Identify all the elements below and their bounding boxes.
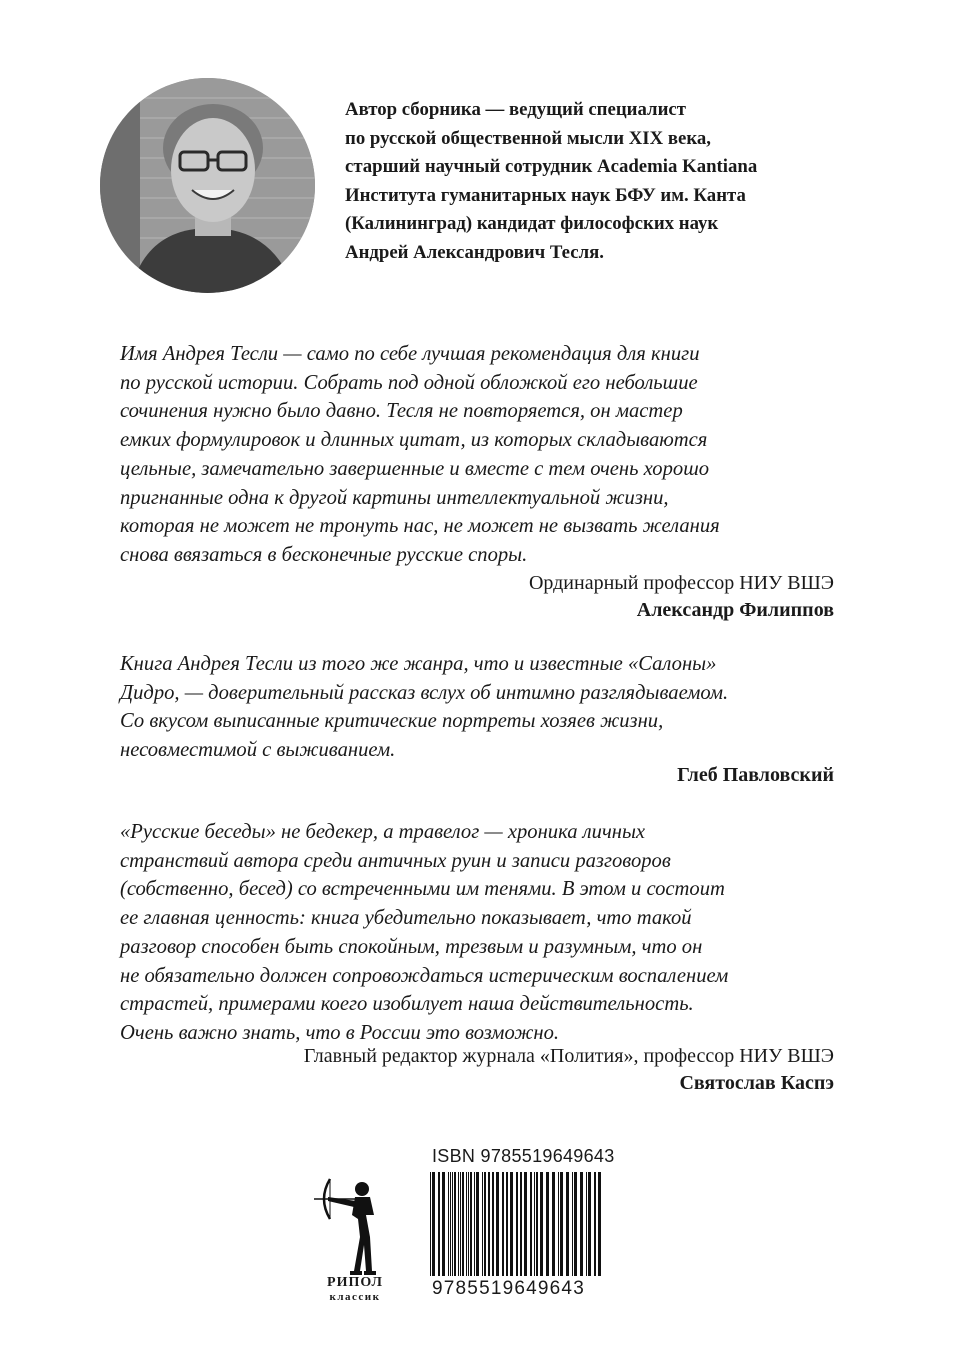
barcode-bar	[530, 1172, 532, 1276]
barcode-bar	[458, 1172, 459, 1276]
barcode-bar	[466, 1172, 467, 1276]
barcode-bar	[452, 1172, 453, 1276]
reviewer-role: Ординарный профессор НИУ ВШЭ	[528, 572, 834, 594]
quote-line: которая не может не тронуть нас, не может не вызвать желания	[120, 515, 720, 538]
author-bio-line: по русской общественной мысли XIX века,	[345, 127, 711, 149]
barcode-bar	[476, 1172, 479, 1276]
barcode-bar	[482, 1172, 483, 1276]
barcode-bar	[580, 1172, 583, 1276]
quote-line: Со вкусом выписанные критические портреты хозяев жизни,	[120, 710, 664, 733]
barcode-bar	[438, 1172, 440, 1276]
archer-logo-icon	[300, 1175, 410, 1280]
review-quote-kaspe	[120, 818, 840, 1048]
quote-line: цельные, замечательно завершенные и вместе с тем очень хорошо	[120, 457, 710, 480]
quote-line: пригнанные одна к другой картины интеллектуальной жизни,	[120, 486, 669, 509]
barcode-bar	[560, 1172, 563, 1276]
barcode-bar	[460, 1172, 461, 1276]
barcode-bar	[520, 1172, 522, 1276]
reviewer-name: Александр Филиппов	[636, 599, 834, 621]
review-attribution-pavlovsky	[677, 762, 834, 789]
barcode-bar	[470, 1172, 472, 1276]
quote-line: снова ввязаться в бесконечные русские споры.	[120, 543, 528, 566]
publisher-subname: классик	[329, 1291, 381, 1303]
barcode-bar	[442, 1172, 445, 1276]
author-portrait-photo	[100, 78, 315, 293]
barcode-bar	[468, 1172, 469, 1276]
isbn-label: ISBN 9785519649643	[432, 1146, 615, 1166]
barcode-bar	[572, 1172, 573, 1276]
barcode-bar	[450, 1172, 451, 1276]
barcode-bar	[586, 1172, 587, 1276]
barcode-bar	[462, 1172, 464, 1276]
quote-line: сочинения нужно было давно. Тесля не повторяется, он мастер	[120, 400, 683, 423]
quote-line: Имя Андрея Тесли — само по себе лучшая рекомендация для книги	[120, 343, 700, 365]
author-bio-line: старший научный сотрудник Academia Kantiana	[345, 156, 758, 177]
quote-line: разговор способен быть спокойным, трезвым и разумным, что он	[120, 935, 703, 958]
quote-line: Дидро, — доверительный рассказ вслух об интимно разглядываемом.	[120, 681, 729, 704]
barcode-bar	[536, 1172, 538, 1276]
barcode-bar	[566, 1172, 569, 1276]
barcode-bar	[430, 1172, 431, 1276]
barcode-bar	[558, 1172, 559, 1276]
barcode-bar	[432, 1172, 435, 1276]
barcode-bar	[516, 1172, 518, 1276]
review-quote-pavlovsky	[120, 650, 840, 765]
barcode-bar	[474, 1172, 475, 1276]
barcode-bar	[454, 1172, 456, 1276]
barcode-digits: 9785519649643	[432, 1278, 585, 1299]
barcode-bar	[524, 1172, 527, 1276]
review-quote-filippov	[120, 340, 840, 570]
reviewer-role: Главный редактор журнала «Полития», профессор НИУ ВШЭ	[303, 1045, 834, 1067]
barcode-bar	[488, 1172, 490, 1276]
quote-line: по русской истории. Собрать под одной обложкой его небольшие	[120, 371, 698, 394]
author-bio	[345, 96, 865, 267]
author-bio-line: (Калининград) кандидат философских наук	[345, 213, 719, 234]
quote-line: не обязательно должен сопровождаться истерическим воспалением	[120, 964, 729, 987]
review-attribution-kaspe	[304, 1043, 834, 1097]
barcode-bar	[496, 1172, 499, 1276]
reviewer-name: Святослав Каспэ	[679, 1072, 834, 1094]
quote-line: ее главная ценность: книга убедительно показывает, что такой	[120, 907, 692, 930]
quote-line: Очень важно знать, что в России это возможно.	[120, 1021, 560, 1044]
barcode-bar	[552, 1172, 555, 1276]
barcode-bar	[588, 1172, 591, 1276]
barcode-bar	[448, 1172, 449, 1276]
barcode-bar	[484, 1172, 486, 1276]
reviewer-name: Глеб Павловский	[677, 764, 834, 786]
barcode-bar	[534, 1172, 535, 1276]
quote-line: несовместимой с выживанием.	[120, 739, 396, 762]
publisher-name: РИПОЛ	[327, 1275, 383, 1290]
isbn-barcode	[428, 1172, 604, 1280]
barcode-bar	[506, 1172, 508, 1276]
author-bio-line: Андрей Александрович Тесля.	[345, 241, 604, 263]
quote-line: «Русские беседы» не бедекер, а травелог — хроника личных	[120, 821, 646, 843]
barcode-bar	[502, 1172, 504, 1276]
quote-line: страстей, примерами коего изобилует наша действительность.	[120, 993, 694, 1016]
review-attribution-filippov	[529, 570, 834, 624]
author-bio-line: Автор сборника — ведущий специалист	[345, 99, 686, 120]
quote-line: (собственно, бесед) со встреченными им тенями. В этом и состоит	[120, 878, 725, 901]
author-photo	[100, 78, 315, 293]
author-bio-line: Института гуманитарных наук БФУ им. Канта	[345, 184, 746, 206]
quote-line: Книга Андрея Тесли из того же жанра, что и известные «Салоны»	[120, 653, 717, 675]
barcode-bar	[546, 1172, 549, 1276]
quote-line: емких формулировок и длинных цитат, из которых складываются	[120, 429, 708, 452]
barcode-bar	[598, 1172, 601, 1276]
barcode-bar	[594, 1172, 596, 1276]
barcode-bar	[492, 1172, 494, 1276]
barcode-bar	[510, 1172, 513, 1276]
quote-line: странствий автора среди античных руин и записи разговоров	[120, 849, 671, 872]
barcode-bar	[540, 1172, 543, 1276]
barcode-bar	[574, 1172, 577, 1276]
